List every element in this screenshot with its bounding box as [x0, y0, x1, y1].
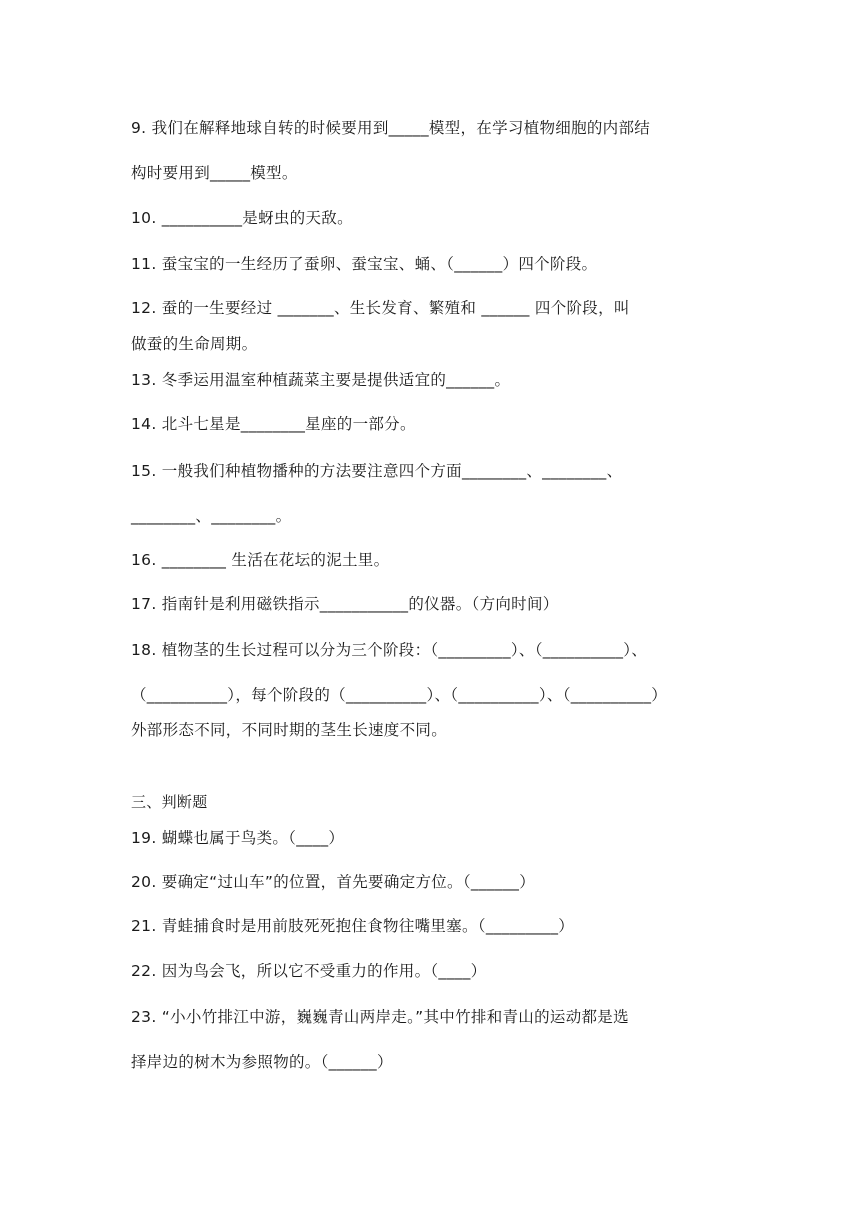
question-14: 14. 北斗七星是________星座的一部分。	[131, 415, 416, 433]
question-16: 16. ________ 生活在花坛的泥土里。	[131, 551, 390, 569]
question-22: 22. 因为鸟会飞，所以它不受重力的作用。（____）	[131, 962, 487, 980]
question-9-line-1: 9. 我们在解释地球自转的时候要用到_____模型，在学习植物细胞的内部结	[131, 119, 651, 137]
question-12-line-1: 12. 蚕的一生要经过 _______、生长发育、繁殖和 ______ 四个阶段，叫	[131, 299, 630, 317]
question-15-line-2: ________、________。	[131, 507, 292, 525]
question-18-line-3: 外部形态不同，不同时期的茎生长速度不同。	[131, 721, 448, 739]
question-23-line-2: 择岸边的树木为参照物的。（______）	[131, 1053, 393, 1071]
question-18-line-2: （__________），每个阶段的（__________）、（__________）、（__________）	[131, 686, 668, 704]
question-23-line-1: 23. “小小竹排江中游，巍巍青山两岸走。”其中竹排和青山的运动都是选	[131, 1008, 629, 1026]
question-9-line-2: 构时要用到_____模型。	[131, 164, 298, 182]
question-19: 19. 蝴蝶也属于鸟类。（____）	[131, 829, 345, 847]
question-11: 11. 蚕宝宝的一生经历了蚕卵、蚕宝宝、蛹、（______）四个阶段。	[131, 255, 598, 273]
question-12-line-2: 做蚕的生命周期。	[131, 335, 258, 353]
question-18-line-1: 18. 植物茎的生长过程可以分为三个阶段：（_________）、（__________）、	[131, 641, 648, 659]
question-15-line-1: 15. 一般我们种植物播种的方法要注意四个方面________、________、	[131, 462, 623, 480]
question-10: 10. __________是蚜虫的天敌。	[131, 209, 353, 227]
section-heading-true-false: 三、判断题	[131, 793, 208, 811]
question-20: 20. 要确定“过山车”的位置，首先要确定方位。（______）	[131, 873, 535, 891]
question-13: 13. 冬季运用温室种植蔬菜主要是提供适宜的______。	[131, 371, 511, 389]
question-21: 21. 青蛙捕食时是用前肢死死抱住食物往嘴里塞。（_________）	[131, 917, 575, 935]
question-17: 17. 指南针是利用磁铁指示___________的仪器。（方向时间）	[131, 595, 559, 613]
